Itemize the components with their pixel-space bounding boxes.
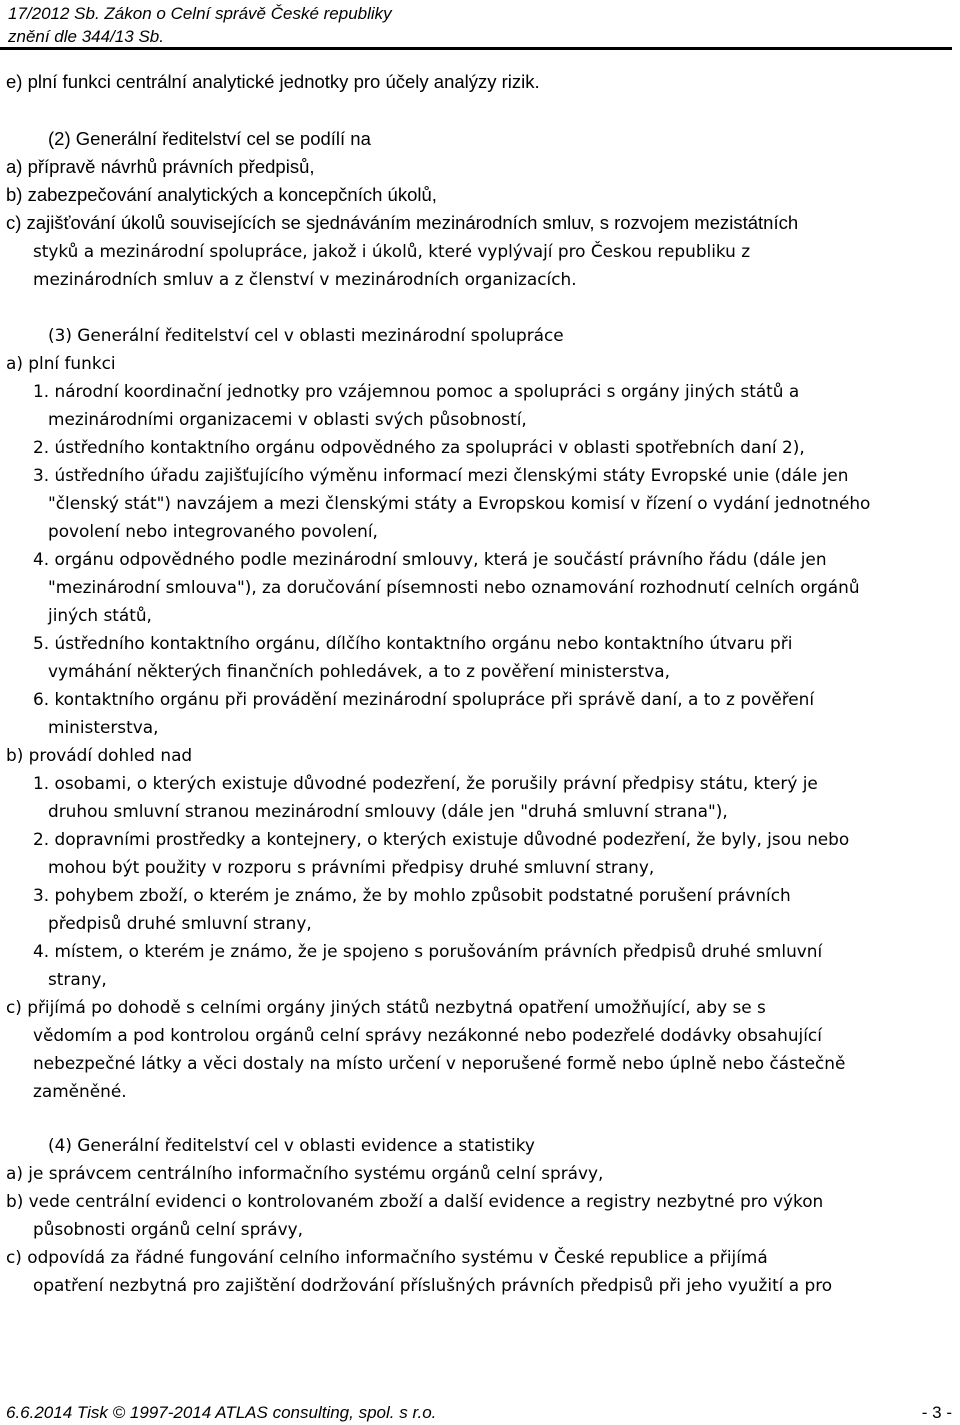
footer-print-info: 6.6.2014 Tisk © 1997-2014 ATLAS consulting, spol. s r.o.: [6, 1403, 437, 1422]
paragraph-line: jiných států,: [48, 605, 152, 625]
paragraph-line: c) odpovídá za řádné fungování celního informačního systému v České republice a přijímá: [6, 1247, 768, 1267]
paragraph-line: b) zabezpečování analytických a koncepčních úkolů,: [6, 184, 437, 205]
paragraph-line: "členský stát") navzájem a mezi členskými státy a Evropskou komisí v řízení o vydání jednotného: [48, 493, 871, 513]
paragraph-line: opatření nezbytná pro zajištění dodržování příslušných právních předpisů při jeho využití a pro: [33, 1275, 833, 1295]
paragraph-line: (4) Generální ředitelství cel v oblasti evidence a statistiky: [48, 1135, 535, 1155]
paragraph-line: c) zajišťování úkolů souvisejících se sjednáváním mezinárodních smluv, s rozvojem mezistátních: [6, 212, 799, 233]
paragraph-line: ministerstva,: [48, 717, 159, 737]
paragraph-line: "mezinárodní smlouva"), za doručování písemnosti nebo oznamování rozhodnutí celních orgánů: [48, 577, 860, 597]
paragraph-line: 1. národní koordinační jednotky pro vzájemnou pomoc a spolupráci s orgány jiných států a: [33, 381, 800, 401]
paragraph-line: (2) Generální ředitelství cel se podílí na: [48, 128, 371, 149]
paragraph-line: předpisů druhé smluvní strany,: [48, 913, 312, 933]
paragraph-line: 2. dopravními prostředky a kontejnery, o kterých existuje důvodné podezření, že byly, jsou nebo: [33, 829, 850, 849]
paragraph-line: mohou být použity v rozporu s právními předpisy druhé smluvní strany,: [48, 857, 655, 877]
paragraph-line: působnosti orgánů celní správy,: [33, 1219, 303, 1239]
paragraph-line: zaměněné.: [33, 1081, 127, 1101]
paragraph-line: mezinárodními organizacemi v oblasti svých působností,: [48, 409, 527, 429]
paragraph-line: povolení nebo integrovaného povolení,: [48, 521, 378, 541]
paragraph-line: 4. orgánu odpovědného podle mezinárodní smlouvy, která je součástí právního řádu (dále jen: [33, 549, 827, 569]
paragraph-line: nebezpečné látky a věci dostaly na místo určení v neporušené formě nebo úplně nebo částečně: [33, 1053, 846, 1073]
document-header: [8, 2, 392, 48]
paragraph-line: strany,: [48, 969, 107, 989]
page-number: - 3 -: [921, 1403, 952, 1422]
paragraph-line: mezinárodních smluv a z členství v mezinárodních organizacích.: [33, 269, 577, 289]
paragraph-line: a) je správcem centrálního informačního systému orgánů celní správy,: [6, 1163, 604, 1183]
paragraph-line: (3) Generální ředitelství cel v oblasti mezinárodní spolupráce: [48, 325, 564, 345]
paragraph-line: 6. kontaktního orgánu při provádění mezinárodní spolupráce při správě daní, a to z pověření: [33, 689, 815, 709]
paragraph-line: c) přijímá po dohodě s celními orgány jiných států nezbytná opatření umožňující, aby se s: [6, 997, 766, 1017]
paragraph-line: e) plní funkci centrální analytické jednotky pro účely analýzy rizik.: [6, 71, 540, 92]
paragraph-line: 2. ústředního kontaktního orgánu odpovědného za spolupráci v oblasti spotřebních daní 2),: [33, 437, 805, 457]
paragraph-line: 3. ústředního úřadu zajišťujícího výměnu informací mezi členskými státy Evropské unie (dále jen: [33, 465, 849, 485]
paragraph-line: druhou smluvní stranou mezinárodní smlouvy (dále jen "druhá smluvní strana"),: [48, 801, 728, 821]
paragraph-line: 4. místem, o kterém je známo, že je spojeno s porušováním právních předpisů druhé smluvní: [33, 941, 823, 961]
paragraph-line: styků a mezinárodní spolupráce, jakož i úkolů, které vyplývají pro Českou republiku z: [33, 241, 751, 261]
paragraph-line: 1. osobami, o kterých existuje důvodné podezření, že porušily právní předpisy státu, který je: [33, 773, 818, 793]
law-version: znění dle 344/13 Sb.: [8, 27, 164, 46]
law-title: 17/2012 Sb. Zákon o Celní správě České republiky: [8, 4, 392, 23]
paragraph-line: 3. pohybem zboží, o kterém je známo, že by mohlo způsobit podstatné porušení právních: [33, 885, 791, 905]
paragraph-line: a) přípravě návrhů právních předpisů,: [6, 156, 315, 177]
header-rule: [0, 47, 952, 50]
paragraph-line: a) plní funkci: [6, 353, 116, 373]
paragraph-line: b) provádí dohled nad: [6, 745, 193, 765]
paragraph-line: vědomím a pod kontrolou orgánů celní správy nezákonné nebo podezřelé dodávky obsahující: [33, 1025, 822, 1045]
paragraph-line: 5. ústředního kontaktního orgánu, dílčího kontaktního orgánu nebo kontaktního útvaru při: [33, 633, 793, 653]
paragraph-line: vymáhání některých finančních pohledávek, a to z pověření ministerstva,: [48, 661, 670, 681]
paragraph-line: b) vede centrální evidenci o kontrolovaném zboží a další evidence a registry nezbytné pro výkon: [6, 1191, 824, 1211]
